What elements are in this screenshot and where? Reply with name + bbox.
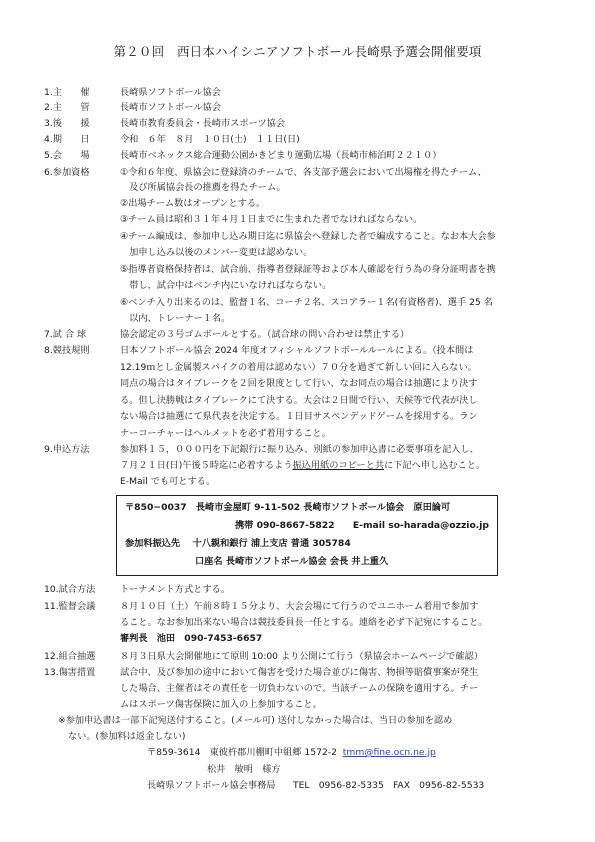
item-label: 10.試合方法: [44, 584, 96, 595]
item-value-line: 12.19ｍとし金属製スパイクの着用は認めない）７０分を過ぎて新しい回に入らない。: [120, 362, 477, 373]
note-line: ※参加申込書は一部下記宛送付すること。(メール可) 送付しなかった場合は、当日の参加を認め: [58, 715, 453, 726]
item-label: 4.期 日: [44, 134, 90, 145]
item-value-line: した場合、主催者はその責任を一切負わないので、当該チームの保険を適用する。チー: [120, 683, 479, 694]
footer-email-link[interactable]: tmm@fine.ocn.ne.jp: [342, 747, 436, 758]
item-label: 11.監督会議: [44, 601, 96, 612]
underlined-text: 振込用紙のコピーと共: [292, 460, 385, 471]
item-value: ８月３日県大会開催地にて原則 10:00 より公開にて行う（県協会ホームページで確認）: [120, 651, 483, 662]
item-value-line: 日本ソフトボール協会 2024 年度オフィシャルソフトボールルールによる。（投本間は: [120, 345, 474, 356]
item-label: 12.組合抽選: [44, 651, 96, 662]
item-label: 1.主 催: [44, 87, 90, 98]
item-value-line: 加申し込み以後のメンバー変更は認めない。: [120, 247, 313, 258]
item-label: 6.参加資格: [44, 167, 90, 178]
deadline-after-text: に下記へ申し込むこと。: [384, 460, 486, 471]
item-value-line: 及び所属協会長の推薦を得たチーム。: [120, 182, 286, 193]
item-label: 2.主 管: [44, 102, 90, 113]
account-name: 口座名 長崎市ソフトボール協会 会長 井上重久: [195, 556, 389, 567]
bank-account: 参加料振込先 十八親和銀行 浦上支店 普通 305784: [125, 538, 351, 549]
item-value-line: ⑥ベンチ入り出来るのは、監督１名、コーチ２名、スコアラー１名(有資格者)、選手 25 名: [120, 297, 493, 308]
item-value-line: ⑤指導者資格保持者は、試合前、指導者登録証等および本人確認を行う為の身分証明書を携: [120, 264, 496, 275]
item-value: 協会認定の３号ゴムボールとする。（試合球の問い合わせは禁止する）: [120, 329, 410, 340]
item-value-line: る。但し決勝戦はタイブレークにて決する。大会は２日間で行い、天候等で代表が決し: [120, 395, 478, 406]
item-value-line: 帯し、試合中はベンチ内にいなければならない。: [120, 280, 332, 291]
item-value: 長崎市ソフトボール協会: [120, 102, 221, 113]
contact-phone-email: 携帯 090-8667-5822 E-mail so-harada@ozzio.jp: [235, 520, 489, 531]
item-value-line: [120, 459, 485, 472]
note-line: ない。(参加料は返金しない): [68, 731, 186, 742]
item-label: 8.競技規則: [44, 345, 90, 356]
item-label: 3.後 援: [44, 118, 90, 129]
item-value-line: ８月１０日（土）午前８時１５分より、大会会場にて行うのでユニホーム着用で参加す: [120, 601, 479, 612]
item-value-line: ④チーム編成は、参加申し込み期日迄に県協会へ登録した者で編成すること。なお本大会参: [120, 231, 496, 242]
item-value-line: ②出場チーム数はオープンとする。: [120, 198, 266, 209]
contact-box: [116, 495, 498, 576]
item-label: 9.申込方法: [44, 444, 90, 455]
page-title: 第２０回 西日本ハイシニアソフトボール長崎県予選会開催要項: [113, 44, 482, 59]
item-value-line: 以内、トレーナー１名。: [120, 313, 231, 324]
item-label: 5.会 場: [44, 150, 90, 161]
footer-address-line: [147, 746, 436, 759]
item-label: 7.試 合 球: [44, 329, 87, 340]
item-value: トーナメント方式とする。: [120, 584, 230, 595]
item-value: 長崎県ソフトボール協会: [120, 87, 221, 98]
item-value-line: 試合中、及び参加の途中において傷害を受けた場合並びに傷害、物損等賠償事案が発生: [120, 667, 479, 678]
item-value-line: 参加料１５，０００円を下記銀行に振り込み、別紙の参加申込書に必要事項を記入し、: [120, 444, 479, 455]
item-value-line: ムはスポーツ傷害保険に加入の上参加すること。: [120, 699, 322, 710]
item-value-line: 同点の場合はタイブレークを２回を限度として行い、なお同点の場合は抽選により決す: [120, 378, 478, 389]
item-value-line: ない場合は抽選にて県代表を決定する。１日目サスペンデッドゲームを採用する。ラン: [120, 411, 478, 422]
footer-contact-name: 松井 敏明 様方: [207, 764, 281, 775]
item-value-line: E-Mail でも可とする。: [120, 476, 216, 487]
item-value-line: ③チーム員は昭和３１年４月１日までに生まれた者でなければならない。: [120, 214, 423, 225]
umpire-contact: 審判長 池田 090-7453-6657: [120, 633, 263, 644]
footer-org: 長崎県ソフトボール協会事務局: [147, 780, 276, 791]
footer-office-line: [147, 779, 484, 792]
deadline-text: ７月２１日(日)午後５時迄に必着するよう: [120, 460, 293, 471]
item-value-line: ナーコーチャーはヘルメットを必ず着用すること。: [120, 428, 331, 439]
item-label: 13.傷害措置: [44, 667, 96, 678]
contact-address: 〒850−0037 長崎市金屋町 9-11-502 長崎市ソフトボール協会 原田論可: [125, 502, 451, 513]
item-value: 長崎市教育委員会・長崎市スポーツ協会: [120, 118, 286, 129]
item-value-line: ること。なお参加出来ない場合は競技委員長一任とする。連絡を必ず下記宛にすること。: [120, 617, 488, 628]
item-value: 長崎市ベネックス総合運動公園かきどまり運動広場（長崎市柿泊町２２１０）: [120, 150, 442, 161]
footer-tel-fax: TEL 0956-82-5335 FAX 0956-82-5533: [292, 780, 485, 791]
footer-address: 〒859-3614 東彼杵郡川棚町中組郷 1572-2: [147, 747, 337, 758]
item-value-line: ①令和６年度、県協会に登録済のチームで、各支部予選会において出場権を得たチーム、: [120, 167, 487, 178]
item-value: 令和 ６年 ８月 １０日(土) １１日(日): [120, 134, 300, 145]
